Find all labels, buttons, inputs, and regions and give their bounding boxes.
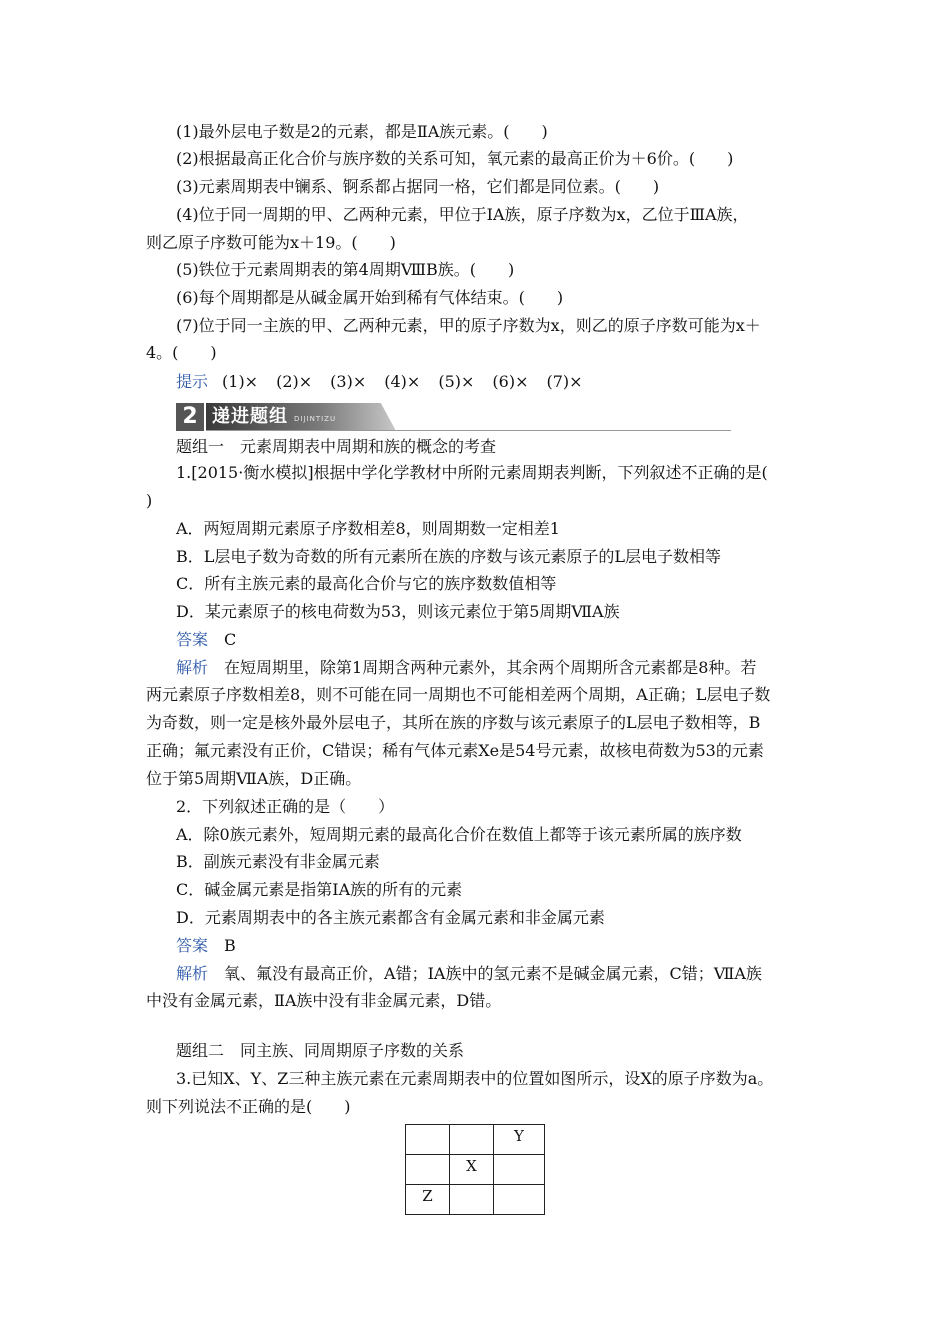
q1-analysis-line: 为奇数，则一定是核外最外层电子，其所在族的序数与该元素原子的L层电子数相等，B — [146, 713, 761, 732]
table-row — [406, 1155, 545, 1185]
table-cell: Z — [406, 1185, 450, 1215]
judgment-4-cont: 则乙原子序数可能为x＋19。( ) — [146, 233, 396, 252]
judgment-1: (1)最外层电子数是2的元素，都是ⅡA族元素。( ) — [176, 122, 548, 141]
judgment-7: (7)位于同一主族的甲、乙两种元素，甲的原子序数为x，则乙的原子序数可能为x＋ — [176, 316, 761, 335]
q1-stem: 1.[2015·衡水模拟]根据中学化学教材中所附元素周期表判断，下列叙述不正确的是( — [176, 463, 768, 482]
hint-item: (1)× — [222, 372, 259, 391]
judgment-2: (2)根据最高正化合价与族序数的关系可知，氧元素的最高正价为＋6价。( ) — [176, 149, 734, 168]
judgment-6: (6)每个周期都是从碱金属开始到稀有气体结束。( ) — [176, 288, 564, 307]
table-cell: Y — [494, 1125, 545, 1155]
q2-option-c: C．碱金属元素是指第ⅠA族的所有的元素 — [176, 880, 463, 899]
hint-item: (7)× — [546, 372, 583, 391]
answer-label: 答案 — [176, 936, 209, 955]
q1-option-b: B．L层电子数为奇数的所有元素所在族的序数与该元素原子的L层电子数相等 — [176, 547, 722, 566]
q3-stem-cont: 则下列说法不正确的是( ) — [146, 1097, 351, 1116]
q2-analysis — [176, 963, 762, 985]
q2-answer — [176, 935, 236, 957]
hint-item: (3)× — [330, 372, 367, 391]
hint-line — [176, 371, 601, 393]
table-cell — [406, 1125, 450, 1155]
table-cell: X — [450, 1155, 494, 1185]
q2-option-b: B．副族元素没有非金属元素 — [176, 852, 380, 871]
table-cell — [406, 1155, 450, 1185]
table-row — [406, 1185, 545, 1215]
analysis-label: 解析 — [176, 964, 209, 983]
q1-analysis-line: 位于第5周期ⅦA族，D正确。 — [146, 769, 362, 788]
table-cell — [450, 1185, 494, 1215]
table-cell — [494, 1185, 545, 1215]
section-subtitle: DIJINTIZU — [294, 415, 337, 423]
section-banner — [176, 401, 556, 431]
q1-analysis-line: 正确；氟元素没有正价，C错误；稀有气体元素Xe是54号元素，故核电荷数为53的元素 — [146, 741, 764, 760]
hint-item: (2)× — [276, 372, 313, 391]
answer-value: B — [224, 936, 236, 955]
table-cell — [450, 1125, 494, 1155]
analysis-text: 在短周期里，除第1周期含两种元素外，其余两个周期所含元素都是8种。若 — [224, 658, 757, 677]
q2-stem: 2．下列叙述正确的是（ ） — [176, 797, 395, 816]
section-title: 递进题组 — [212, 406, 288, 427]
periodic-position-table — [405, 1124, 545, 1215]
q1-option-a: A．两短周期元素原子序数相差8，则周期数一定相差1 — [176, 519, 560, 538]
q2-analysis-line: 中没有金属元素，ⅡA族中没有非金属元素，D错。 — [146, 991, 502, 1010]
hint-item: (6)× — [492, 372, 529, 391]
q1-answer — [176, 629, 236, 651]
group2-title: 题组二 同主族、同周期原子序数的关系 — [176, 1041, 465, 1060]
q1-option-d: D．某元素原子的核电荷数为53，则该元素位于第5周期ⅦA族 — [176, 602, 620, 621]
analysis-label: 解析 — [176, 658, 209, 677]
q1-option-c: C．所有主族元素的最高化合价与它的族序数数值相等 — [176, 574, 557, 593]
group1-title: 题组一 元素周期表中周期和族的概念的考查 — [176, 437, 497, 456]
section-rule — [206, 430, 731, 431]
table-cell — [494, 1155, 545, 1185]
judgment-4: (4)位于同一周期的甲、乙两种元素，甲位于ⅠA族，原子序数为x，乙位于ⅢA族， — [176, 205, 749, 224]
hint-item: (4)× — [384, 372, 421, 391]
section-number: 2 — [176, 403, 204, 431]
hint-label: 提示 — [176, 372, 209, 391]
hint-item: (5)× — [438, 372, 475, 391]
judgment-3: (3)元素周期表中镧系、锕系都占据同一格，它们都是同位素。( ) — [176, 177, 660, 196]
judgment-5: (5)铁位于元素周期表的第4周期ⅧB族。( ) — [176, 260, 515, 279]
answer-label: 答案 — [176, 630, 209, 649]
q1-analysis — [176, 657, 756, 679]
q2-option-d: D．元素周期表中的各主族元素都含有金属元素和非金属元素 — [176, 908, 605, 927]
judgment-7-cont: 4。( ) — [146, 343, 217, 362]
q1-stem-cont: ) — [146, 491, 153, 510]
q3-stem: 3.已知X、Y、Z三种主族元素在元素周期表中的位置如图所示，设X的原子序数为a。 — [176, 1069, 774, 1088]
analysis-text: 氧、氟没有最高正价，A错；ⅠA族中的氢元素不是碱金属元素，C错；ⅦA族 — [224, 964, 762, 983]
q1-analysis-line: 两元素原子序数相差8，则不可能在同一周期也不可能相差两个周期，A正确；L层电子数 — [146, 685, 771, 704]
q2-option-a: A．除0族元素外，短周期元素的最高化合价在数值上都等于该元素所属的族序数 — [176, 825, 742, 844]
answer-value: C — [224, 630, 237, 649]
table-row — [406, 1125, 545, 1155]
